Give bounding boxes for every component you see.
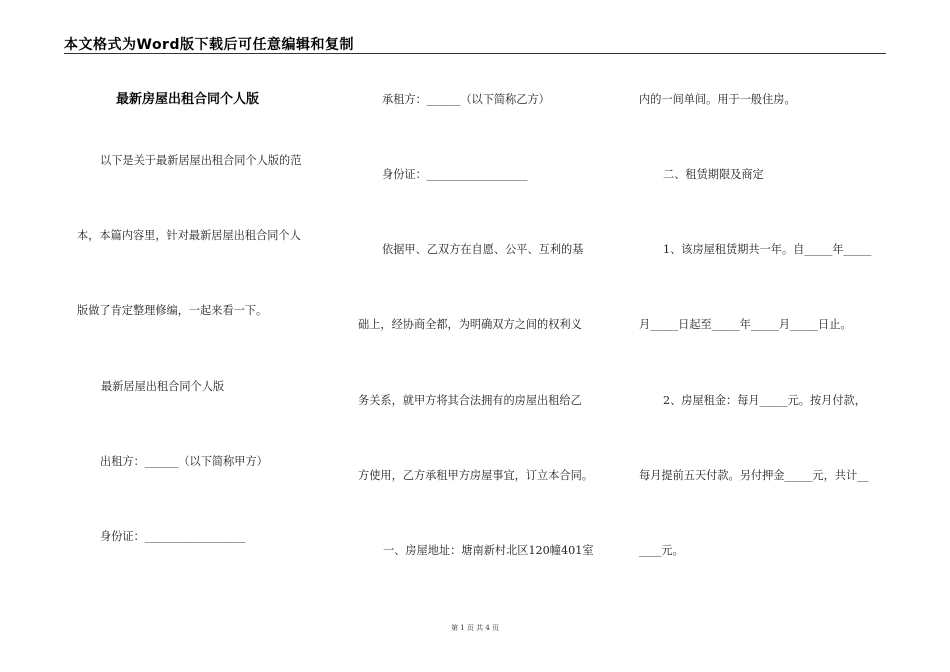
- paragraph-line: 1、该房屋租赁期共一年。自_____年_____: [663, 243, 872, 256]
- document-title: 最新房屋出租合同个人版: [116, 92, 260, 107]
- address-line: 一、房屋地址：塘南新村北区120幢401室: [383, 544, 594, 557]
- paragraph-line: 本，本篇内容里，针对最新居屋出租合同个人: [77, 229, 301, 242]
- paragraph-line: 务关系，就甲方将其合法拥有的房屋出租给乙: [358, 394, 582, 407]
- paragraph-line: 础上，经协商全都，为明确双方之间的权利义: [358, 318, 582, 331]
- paragraph-line: 最新居屋出租合同个人版: [101, 380, 225, 393]
- paragraph-line: ____元。: [639, 544, 684, 557]
- paragraph-line: 版做了肯定整理修编，一起来看一下。: [77, 304, 268, 317]
- section-heading: 二、租赁期限及商定: [663, 168, 764, 181]
- lessor-field: 出租方：______（以下简称甲方）: [100, 455, 268, 468]
- paragraph-line: 依据甲、乙双方在自愿、公平、互利的基: [382, 243, 584, 256]
- id-field: 身份证：__________________: [382, 168, 528, 181]
- header-rule: [64, 53, 886, 54]
- id-field: 身份证：__________________: [100, 530, 246, 543]
- paragraph-line: 以下是关于最新居屋出租合同个人版的范: [100, 154, 302, 167]
- paragraph-line: 内的一间单间。用于一般住房。: [639, 93, 796, 106]
- paragraph-line: 2、房屋租金：每月_____元。按月付款，: [663, 394, 866, 407]
- paragraph-line: 月_____日起至_____年_____月_____日止。: [639, 318, 852, 331]
- document-header: 本文格式为Word版下载后可任意编辑和复制: [64, 37, 354, 53]
- page-number: 第 1 页 共 4 页: [450, 624, 500, 632]
- lessee-field: 承租方：______（以下简称乙方）: [382, 93, 550, 106]
- paragraph-line: 方使用，乙方承租甲方房屋事宜，订立本合同。: [358, 469, 593, 482]
- paragraph-line: 每月提前五天付款。另付押金_____元，共计__: [639, 469, 869, 482]
